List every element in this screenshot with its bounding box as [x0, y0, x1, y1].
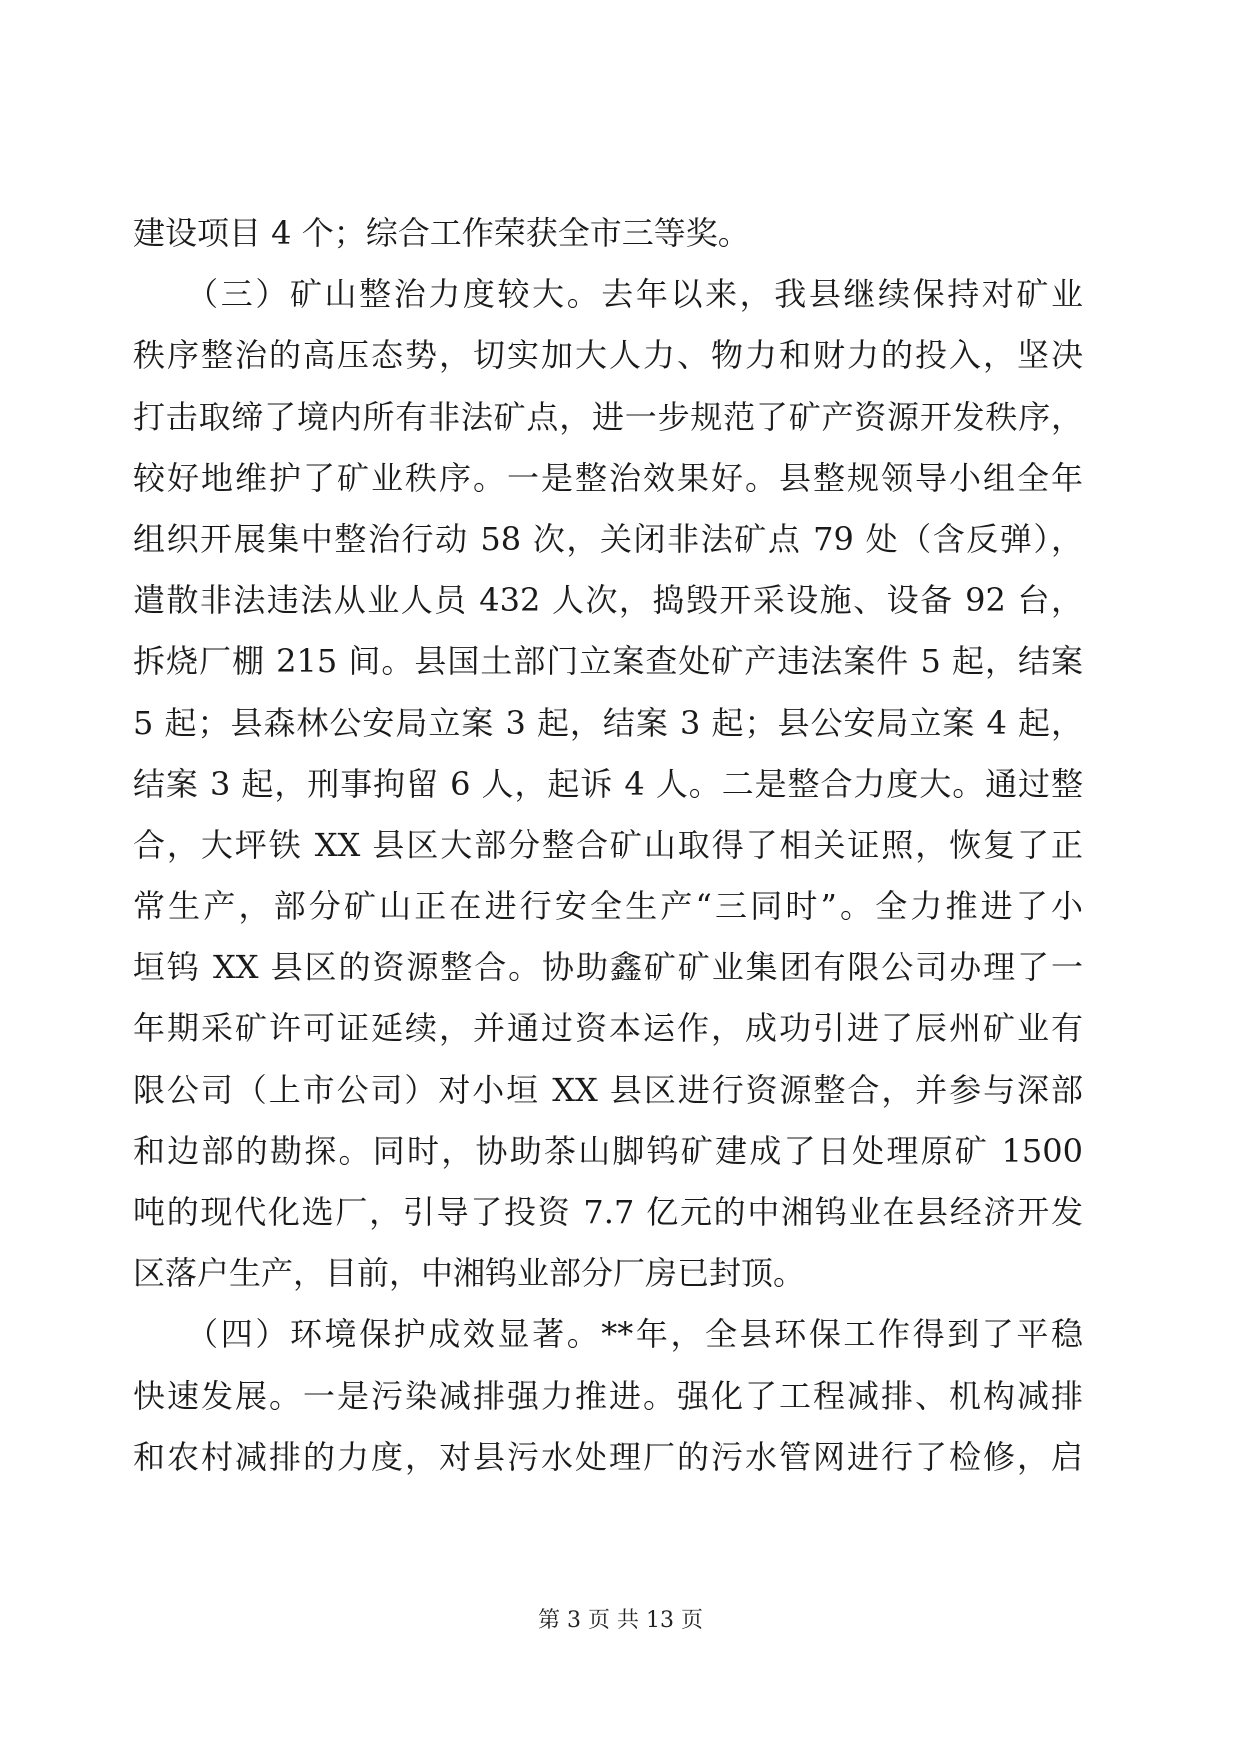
text-line: 5 起；县森林公安局立案 3 起，结案 3 起；县公安局立案 4 起， [133, 703, 1083, 742]
body-text [133, 203, 1083, 1488]
text-line: 拆烧厂棚 215 间。县国土部门立案查处矿产违法案件 5 起，结案 [133, 642, 1083, 681]
text-line: 遣散非法违法从业人员 432 人次，捣毁开采设施、设备 92 台， [133, 581, 1083, 620]
text-line: 和边部的勘探。同时，协助茶山脚钨矿建成了日处理原矿 1500 [133, 1131, 1083, 1170]
text-line: 合，大坪铁 XX 县区大部分整合矿山取得了相关证照，恢复了正 [133, 825, 1083, 864]
page-footer: 第 3 页 共 13 页 [538, 1608, 703, 1633]
text-line: （三）矿山整治力度较大。去年以来，我县继续保持对矿业 [133, 275, 1083, 314]
text-line: 结案 3 起，刑事拘留 6 人，起诉 4 人。二是整合力度大。通过整 [133, 764, 1083, 803]
text-line: 组织开展集中整治行动 58 次，关闭非法矿点 79 处（含反弹）， [133, 519, 1083, 558]
text-line: 吨的现代化选厂，引导了投资 7.7 亿元的中湘钨业在县经济开发 [133, 1193, 1083, 1231]
text-line: 打击取缔了境内所有非法矿点，进一步规范了矿产资源开发秩序， [133, 397, 1083, 436]
text-line: 较好地维护了矿业秩序。一是整治效果好。县整规领导小组全年 [133, 458, 1083, 497]
text-line: 和农村减排的力度，对县污水处理厂的污水管网进行了检修，启 [133, 1437, 1083, 1476]
text-line: 年期采矿许可证延续，并通过资本运作，成功引进了辰州矿业有 [133, 1009, 1083, 1048]
text-line: 限公司（上市公司）对小垣 XX 县区进行资源整合，并参与深部 [133, 1070, 1083, 1109]
text-line: 秩序整治的高压态势，切实加大人力、物力和财力的投入，坚决 [133, 336, 1083, 375]
text-line: 快速发展。一是污染减排强力推进。强化了工程减排、机构减排 [133, 1376, 1083, 1415]
text-line: （四）环境保护成效显著。**年，全县环保工作得到了平稳 [133, 1315, 1083, 1354]
text-line: 垣钨 XX 县区的资源整合。协助鑫矿矿业集团有限公司办理了一 [133, 948, 1083, 987]
text-line: 常生产，部分矿山正在进行安全生产“三同时”。全力推进了小 [133, 887, 1083, 926]
text-line: 建设项目 4 个；综合工作荣获全市三等奖。 [133, 214, 750, 252]
text-line: 区落户生产，目前，中湘钨业部分厂房已封顶。 [133, 1254, 806, 1293]
